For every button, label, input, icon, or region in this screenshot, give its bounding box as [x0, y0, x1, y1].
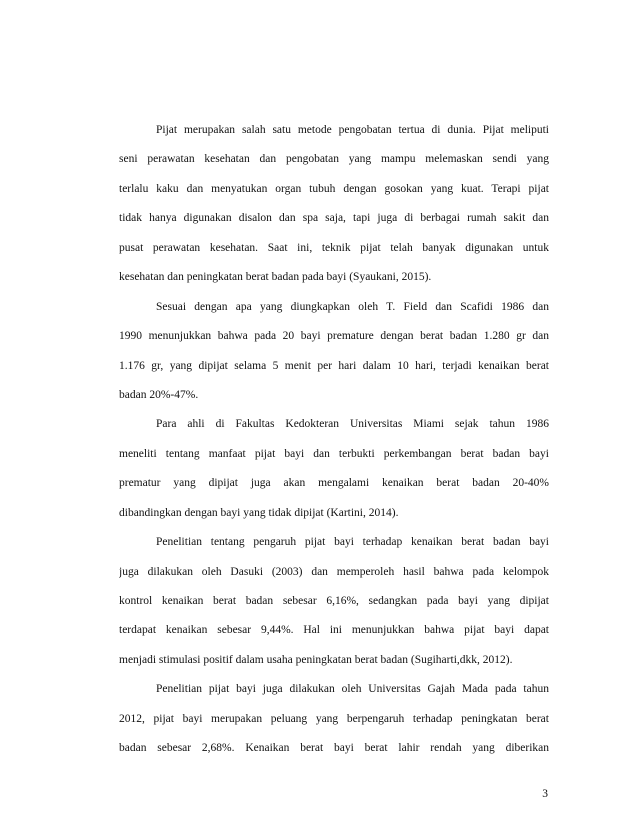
body-text [119, 116, 549, 764]
text-line: seni perawatan kesehatan dan pengobatan yang mampu melemaskan sendi yang [119, 153, 549, 166]
text-line: pusat perawatan kesehatan. Saat ini, teknik pijat telah banyak digunakan untuk [119, 241, 549, 254]
text-line: dibandingkan dengan bayi yang tidak dipijat (Kartini, 2014). [119, 506, 399, 519]
text-line: meneliti tentang manfaat pijat bayi dan terbukti perkembangan berat badan bayi [119, 447, 549, 460]
text-line: Penelitian pijat bayi juga dilakukan oleh Universitas Gajah Mada pada tahun [156, 683, 549, 696]
text-line: terdapat kenaikan sebesar 9,44%. Hal ini menunjukkan bahwa pijat bayi dapat [119, 624, 549, 637]
text-line: Para ahli di Fakultas Kedokteran Universitas Miami sejak tahun 1986 [156, 418, 549, 431]
text-line: Pijat merupakan salah satu metode pengobatan tertua di dunia. Pijat meliputi [156, 124, 549, 136]
text-line: kesehatan dan peningkatan berat badan pada bayi (Syaukani, 2015). [119, 271, 432, 284]
text-line: terlalu kaku dan menyatukan organ tubuh dengan gosokan yang kuat. Terapi pijat [119, 182, 549, 195]
text-line: Sesuai dengan apa yang diungkapkan oleh T. Field dan Scafidi 1986 dan [156, 300, 549, 313]
text-line: 1.176 gr, yang dipijat selama 5 menit per hari dalam 10 hari, terjadi kenaikan berat [119, 359, 549, 372]
text-line: 2012, pijat bayi merupakan peluang yang berpengaruh terhadap peningkatan berat [119, 712, 549, 725]
text-line: badan sebesar 2,68%. Kenaikan berat bayi berat lahir rendah yang diberikan [119, 742, 549, 755]
text-line: kontrol kenaikan berat badan sebesar 6,16%, sedangkan pada bayi yang dipijat [119, 595, 549, 607]
text-line: badan 20%-47%. [119, 388, 199, 401]
text-line: 1990 menunjukkan bahwa pada 20 bayi premature dengan berat badan 1.280 gr dan [119, 330, 549, 343]
text-line: juga dilakukan oleh Dasuki (2003) dan memperoleh hasil bahwa pada kelompok [119, 565, 549, 578]
text-line: tidak hanya digunakan disalon dan spa saja, tapi juga di berbagai rumah sakit dan [119, 212, 549, 225]
text-line: Penelitian tentang pengaruh pijat bayi terhadap kenaikan berat badan bayi [156, 536, 549, 549]
text-line: menjadi stimulasi positif dalam usaha peningkatan berat badan (Sugiharti,dkk, 2012). [119, 653, 513, 666]
text-line: prematur yang dipijat juga akan mengalami kenaikan berat badan 20-40% [119, 477, 549, 490]
page-number: 3 [542, 788, 548, 800]
